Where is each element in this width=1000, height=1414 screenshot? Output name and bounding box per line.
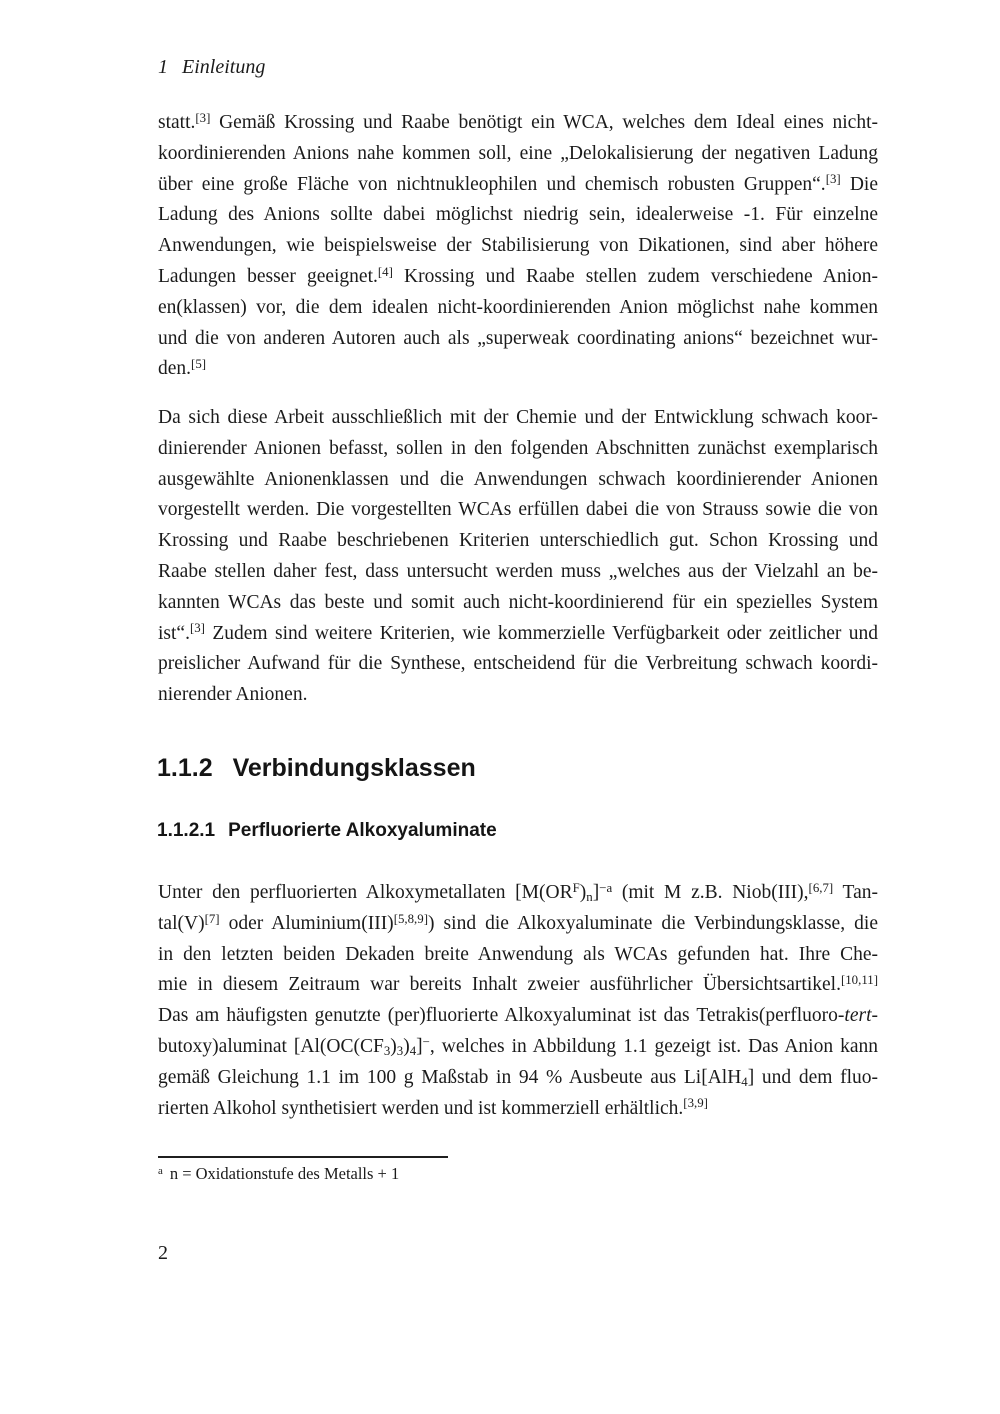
text-line: nierender Anionen. [158,684,308,706]
running-header-chapter-number: 1 [158,56,168,78]
subscript: 4 [741,1075,748,1090]
text-line: Da sich diese Arbeit ausschließlich mit der Chemie und der Entwicklung schwach koor- [158,407,878,428]
text-line: vorgestellt werden. Die vorgestellten WCAs erfüllen dabei die von Strauss sowie die von [158,499,878,521]
section-title: Verbindungsklassen [232,754,476,782]
running-header [158,56,265,79]
subscript: 4 [409,1044,417,1059]
text-line: über eine große Fläche von nichtnukleophilen und chemisch robusten Gruppen“.[3] Die [158,172,878,195]
superscript: [3] [189,621,205,636]
text-line: preislicher Aufwand für die Synthese, entscheidend für die Verbreitung schwach koordi- [158,653,878,675]
superscript: [3,9] [683,1096,708,1111]
text-line: in den letzten beiden Dekaden breite Anwendung als WCAs gefunden hat. Ihre Che- [158,943,878,965]
superscript: −a [599,880,613,895]
superscript: [6,7] [808,880,834,895]
text-line: und die von anderen Autoren auch als „superweak coordinating anions“ bezeichnet wur- [158,327,878,349]
text-line: ist“.[3] Zudem sind weitere Kriterien, wie kommerzielle Verfügbarkeit oder zeitlicher und [158,621,878,644]
superscript: [7] [204,911,220,926]
superscript: [3] [825,172,841,187]
text-line: Das am häufigsten genutzte (per)fluorierte Alkoxyaluminat ist das Tetrakis(perfluoro-tert- [158,1005,878,1027]
text-line: statt.[3] Gemäß Krossing und Raabe benötigt ein WCA, welches dem Ideal eines nicht- [158,110,878,133]
text-line: Raabe stellen daher fest, dass untersucht werden muss „welches aus der Vielzahl an be- [158,560,878,582]
subsection-title: Perfluorierte Alkoxyaluminate [228,820,497,841]
paragraph-1 [158,108,878,385]
text-line: Anwendungen, wie beispielsweise der Stabilisierung von Dikationen, sind aber höhere [158,235,878,257]
text-line: butoxy)aluminat $[Al(OC(CF_3)_3)_4]^-$, welches in Abbildung 1.1 gezeigt ist. Das Anion kann [158,1034,878,1059]
footnote-text: n = Oxidationstufe des Metalls + 1 [169,1164,400,1183]
superscript: [10,11] [840,973,878,988]
running-header-title: Einleitung [182,56,266,78]
subscript: 3 [383,1044,391,1059]
text-line: en(klassen) vor, die dem idealen nicht-koordinierenden Anion möglichst nahe kommen [158,296,878,318]
subscript: n [586,890,593,905]
text-line: gemäß Gleichung 1.1 im 100 g Maßstab in 94 % Ausbeute aus Li[AlH$_4$] und dem fluo- [158,1066,878,1090]
subsection-heading [157,819,497,843]
superscript: [5] [191,357,207,372]
paragraph-3 [158,878,878,1124]
superscript: − [422,1034,430,1049]
text-line: Unter den perfluorierten Alkoxymetallaten $[M(OR^F)_n]^{-a}$ (mit M z.B. Niob(III),[6,7] Tan- [158,880,878,905]
text-line: kannten WCAs das beste und somit auch nicht-koordinierend für ein spezielles System [158,591,878,613]
superscript: [3] [195,110,211,125]
section-heading [157,753,476,783]
footnote-block [158,1156,878,1185]
text-line: Ladung des Anions sollte dabei möglichst niedrig sein, idealerweise -1. Für einzelne [158,204,878,226]
text-line: mie in diesem Zeitraum war bereits Inhalt zweier ausführlicher Übersichtsartikel.[10,11] [158,973,878,996]
superscript: F [572,880,580,895]
text-line: Krossing und Raabe beschriebenen Kriterien unterschiedlich gut. Schon Krossing und [158,530,878,552]
text-line: koordinierenden Anions nahe kommen soll, eine „Delokalisierung der negativen Ladung [158,142,878,164]
paragraph-2 [158,403,878,711]
text-line: tal(V)[7] oder Aluminium(III)[5,8,9]) sind die Alkoxyaluminate die Verbindungsklasse, die [158,911,878,934]
superscript: [5,8,9] [393,911,428,926]
text-line: ausgewählte Anionenklassen und die Anwendungen schwach koordinierender Anionen [158,468,878,490]
subscript: 3 [396,1044,404,1059]
page-number: 2 [158,1242,168,1264]
footnote-rule [158,1156,448,1158]
footnote [158,1163,878,1185]
text-line: rierten Alkohol synthetisiert werden und ist kommerziell erhältlich.[3,9] [158,1096,708,1119]
footnote-marker: a [158,1165,163,1178]
text-line: dinierender Anionen befasst, sollen in den folgenden Abschnitten zunächst exemplarisch [158,437,878,459]
section-number: 1.1.2 [157,754,213,782]
superscript: [4] [377,264,393,279]
text-line: Ladungen besser geeignet.[4] Krossing und Raabe stellen zudem verschiedene Anion- [158,264,878,287]
text-line: den.[5] [158,357,207,380]
subsection-number: 1.1.2.1 [157,820,216,841]
italic-text: tert [844,1005,872,1027]
